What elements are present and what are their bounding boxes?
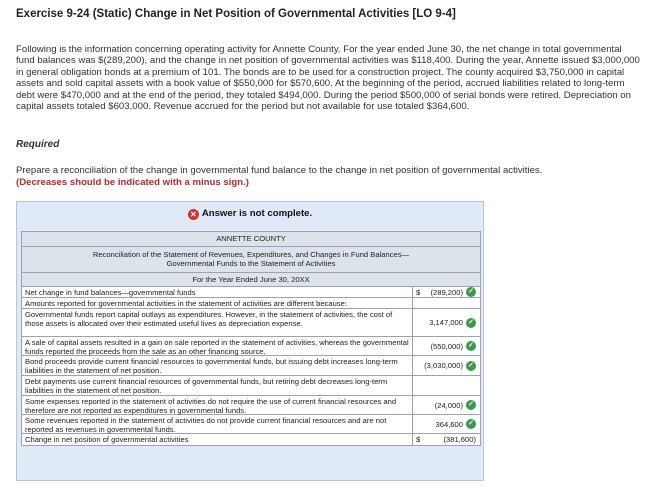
prompt bbox=[16, 165, 636, 188]
row-description: Some expenses reported in the statement of activities do not require the use of current financial resources and therefore are not reported as expenditures in governmental funds. bbox=[22, 396, 413, 414]
table-row bbox=[22, 287, 480, 298]
answer-status bbox=[17, 208, 483, 220]
exercise-title: Exercise 9-24 (Static) Change in Net Position of Governmental Activities [LO 9-4] bbox=[16, 8, 456, 20]
dollar-sign: $ bbox=[416, 287, 421, 297]
table-row bbox=[22, 376, 480, 396]
table-row bbox=[22, 337, 480, 356]
check-icon: ✓ bbox=[466, 400, 476, 410]
amount-cell[interactable] bbox=[413, 415, 480, 433]
check-icon: ✓ bbox=[466, 419, 476, 429]
amount-cell[interactable] bbox=[413, 298, 480, 308]
required-label: Required bbox=[16, 139, 60, 150]
table-row bbox=[22, 415, 480, 434]
row-description: Bond proceeds provide current financial resources to governmental funds, but issuing debt increases long-term liabilities in the statement of net position. bbox=[22, 356, 413, 375]
table-row bbox=[22, 309, 480, 337]
amount-value: (550,000) bbox=[430, 341, 463, 351]
table-row bbox=[22, 434, 480, 445]
table-heading: Reconciliation of the Statement of Revenues, Expenditures, and Changes in Fund Balances—Governmental Funds to the Statement of Activities bbox=[22, 247, 480, 273]
amount-cell[interactable] bbox=[413, 356, 480, 375]
amount-value: 364,600 bbox=[435, 419, 463, 429]
table-row bbox=[22, 396, 480, 415]
row-description: Amounts reported for governmental activities in the statement of activities are different because: bbox=[22, 298, 413, 308]
amount-cell[interactable] bbox=[413, 434, 480, 445]
check-icon: ✓ bbox=[466, 318, 476, 328]
check-icon: ✓ bbox=[466, 287, 476, 297]
exercise-paragraph: Following is the information concerning operating activity for Annette County. For the year ended June 30, the net change in total governmental fund balances was $(289,200), and the change in net position of governmental activities was $118,400. During the year, Annette issued $3,000,000 in general obligation bonds at a premium of 101. The bonds are to be used for a construction project. The county acquired $3,750,000 in capital assets and sold capital assets with a book value of $550,000 for $570,600. At the beginning of the period, accrued liabilities related to long-term debt were $470,000 and at the end of the period, they totaled $494,000. During the period $500,000 of serial bonds were retired. Depreciation on capital assets totaled $603,000. Revenue accrued for the period but not available for use totaled $364,600. bbox=[16, 44, 640, 113]
row-description: Change in net position of governmental activities bbox=[22, 434, 413, 445]
amount-cell[interactable] bbox=[413, 309, 480, 336]
amount-cell[interactable] bbox=[413, 396, 480, 414]
amount-cell[interactable] bbox=[413, 376, 480, 395]
table-rows bbox=[22, 287, 480, 445]
x-circle-icon: ✕ bbox=[188, 209, 199, 220]
check-icon: ✓ bbox=[466, 341, 476, 351]
amount-cell[interactable] bbox=[413, 337, 480, 355]
amount-cell[interactable] bbox=[413, 287, 480, 297]
row-description: Governmental funds report capital outlays as expenditures. However, in the statement of activities, the cost of those assets is allocated over their estimated useful lives as depreciation expense. bbox=[22, 309, 413, 336]
amount-value: 3,147,000 bbox=[429, 318, 463, 327]
entity-name: ANNETTE COUNTY bbox=[22, 232, 480, 247]
answer-panel bbox=[16, 201, 484, 481]
table-period: For the Year Ended June 30, 20XX bbox=[22, 273, 480, 288]
check-icon: ✓ bbox=[466, 361, 476, 371]
row-description: Net change in fund balances—governmental funds bbox=[22, 287, 413, 297]
amount-value: (381,600) bbox=[443, 435, 476, 444]
dollar-sign: $ bbox=[416, 435, 421, 444]
row-description: Debt payments use current financial resources of governmental funds, but retiring debt decreases long-term liabilities in the statement of net position. bbox=[22, 376, 413, 395]
table-row bbox=[22, 298, 480, 309]
row-description: Some revenues reported in the statement of activities do not provide current financial resources and are not reported as revenues in governmental funds. bbox=[22, 415, 413, 433]
row-description: A sale of capital assets resulted in a gain on sale reported in the statement of activities, whereas the governmental funds reported the proceeds from the sale as an other financing source. bbox=[22, 337, 413, 355]
amount-value: (24,000) bbox=[434, 400, 463, 410]
table-row bbox=[22, 356, 480, 376]
answer-status-text: Answer is not complete. bbox=[201, 208, 313, 219]
amount-value: (3,030,000) bbox=[424, 361, 463, 370]
reconciliation-table bbox=[21, 231, 481, 446]
amount-value: (289,200) bbox=[430, 287, 463, 297]
prompt-note: (Decreases should be indicated with a minus sign.) bbox=[16, 176, 249, 188]
prompt-text: Prepare a reconciliation of the change in governmental fund balance to the change in net position of governmental activities. bbox=[16, 165, 543, 176]
